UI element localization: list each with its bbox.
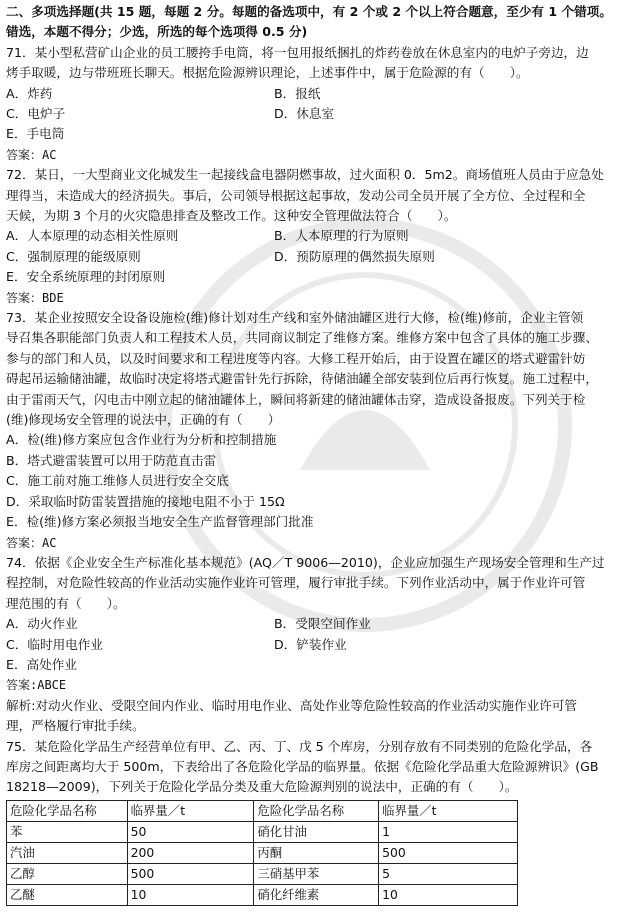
option-d: D．休息室 [274,106,335,122]
table-row [7,821,518,842]
question-stem: 74．依据《企业安全生产标准化基本规范》(AQ／T 9006—2010)，企业应加强生产现场安全管理和生产过 [6,554,605,570]
table-cell: 10 [379,884,518,905]
option-row [6,635,634,655]
option-e: E．高处作业 [6,656,77,672]
option-d: D．采取临时防雷装置措施的接地电阻不小于 15Ω [6,493,285,509]
table-cell: 乙醇 [7,863,128,884]
table-row [7,863,518,884]
question-stem: 碍起吊运输储油罐，故临时决定将塔式避雷针先行拆除，待储油罐全部安装到位后再行恢复。施工过程中， [6,371,598,387]
table-cell: 5 [379,863,518,884]
table-row [7,842,518,863]
question-75 [6,737,634,906]
option-e: E．手电筒 [6,126,65,142]
table-cell: 10 [127,884,254,905]
table-header-cell: 危险化学品名称 [7,800,128,821]
option-row [6,104,634,124]
option-d: D．预防原理的偶然损失原则 [274,248,435,264]
answer: 答案：AC [6,147,57,162]
question-stem: 73．某企业按照安全设备设施检(维)修计划对生产线和室外储油罐区进行大修，检(维)修前，企业主管领 [6,310,584,326]
option-row [6,226,634,246]
table-cell: 硝化纤维素 [254,884,379,905]
option-b: B．受限空间作业 [274,616,371,632]
question-stem: 理范围的有（ ）。 [6,595,126,611]
table-cell: 乙醚 [7,884,128,905]
question-stem: 71．某小型私营矿山企业的员工腰挎手电筒，将一包用报纸捆扎的炸药卷放在休息室内的电炉子旁边，边 [6,44,589,60]
question-stem: 烤手取暖，边与带班班长聊天。根据危险源辨识理论，上述事件中，属于危险源的有（ ）。 [6,65,529,81]
option-e: E．安全系统原理的封闭原则 [6,269,166,285]
option-a: A．检(维)修方案应包含作业行为分析和控制措施 [6,432,277,448]
question-stem: (维)修现场安全管理的说法中，正确的有（ ） [6,412,281,428]
question-stem: 理得当，未造成大的经济损失。事后，公司领导根据这起事故，发动公司全员开展了全方位、全过程和全 [6,187,586,203]
option-c: C．强制原理的能级原则 [6,248,141,264]
question-stem: 导召集各职能部门负责人和工程技术人员，共同商议制定了维修方案。维修方案中包含了具体的施工步骤、 [6,330,598,346]
question-stem: 72．某日，一大型商业文化城发生一起接线盒电器阴燃事故，过火面积 0．5m2。商场值班人员由于应急处 [6,167,604,183]
table-header-cell: 临界量／t [127,800,254,821]
exam-page [6,2,634,906]
option-row [6,247,634,267]
answer: 答案:ABCE [6,678,67,693]
question-stem: 75．某危险化学品生产经营单位有甲、乙、丙、丁、戊 5 个库房，分别存放有不同类别的危险化学品，各 [6,738,593,754]
question-stem: 由于雷雨天气，闪电击中刚立起的储油罐体上，瞬间将新建的储油罐体击穿，造成设备报废。下列关于检 [6,391,586,407]
question-72 [6,165,634,308]
option-a: A．动火作业 [6,616,78,632]
option-b: B．人本原理的行为原则 [274,228,409,244]
table-header-row [7,800,518,821]
option-b: B．塔式避雷装置可以用于防范直击雷 [6,452,217,468]
table-cell: 200 [127,842,254,863]
table-cell: 500 [379,842,518,863]
table-cell: 1 [379,821,518,842]
question-74 [6,553,634,737]
table-header-cell: 临界量／t [379,800,518,821]
question-73 [6,308,634,553]
option-b: B．报纸 [274,85,321,101]
option-c: C．临时用电作业 [6,636,103,652]
analysis: 理，严格履行审批手续。 [6,718,145,734]
critical-quantity-table [6,800,518,906]
table-cell: 苯 [7,821,128,842]
question-stem: 参与的部门和人员，以及时间要求和工程进度等内容。大修工程开始后，由于设置在罐区的塔式避雷针妨 [6,350,586,366]
table-cell: 50 [127,821,254,842]
question-71 [6,43,634,165]
option-d: D．铲装作业 [274,636,347,652]
table-row [7,884,518,905]
option-row [6,614,634,634]
table-cell: 500 [127,863,254,884]
table-cell: 汽油 [7,842,128,863]
option-a: A．人本原理的动态相关性原则 [6,228,179,244]
table-cell: 硝化甘油 [254,821,379,842]
table-header-cell: 危险化学品名称 [254,800,379,821]
section-header: 二、多项选择题(共 15 题，每题 2 分。每题的备选项中，有 2 个或 2 个以上符合题意，至少有 1 个错项。 [6,4,612,19]
table-cell: 三硝基甲苯 [254,863,379,884]
question-stem: 天候，为期 3 个月的火灾隐患排查及整改工作。这种安全管理做法符合（ ）。 [6,208,457,224]
option-c: C．施工前对施工维修人员进行安全交底 [6,473,229,489]
answer: 答案：AC [6,535,57,550]
option-c: C．电炉子 [6,106,66,122]
analysis: 解析:对动火作业、受限空间内作业、临时用电作业、高处作业等危险性较高的作业活动实施作业许可管 [6,697,577,713]
question-stem: 程控制，对危险性较高的作业活动实施作业许可管理，履行审批手续。下列作业活动中，属于作业许可管 [6,575,586,591]
question-stem: 库房之间距离均大于 500m，下表给出了各危险化学品的临界量。依据《危险化学品重大危险源辨识》(GB [6,758,599,774]
option-a: A．炸药 [6,85,53,101]
question-stem: 18218—2009)，下列关于危险化学品分类及重大危险源判别的说法中，正确的有（ ）。 [6,779,518,795]
option-e: E．检(维)修方案必须报当地安全生产监督管理部门批准 [6,514,314,530]
answer: 答案：BDE [6,290,64,305]
table-cell: 丙酮 [254,842,379,863]
option-row [6,84,634,104]
section-header-cont: 错选，本题不得分；少选，所选的每个选项得 0.5 分) [6,24,308,40]
